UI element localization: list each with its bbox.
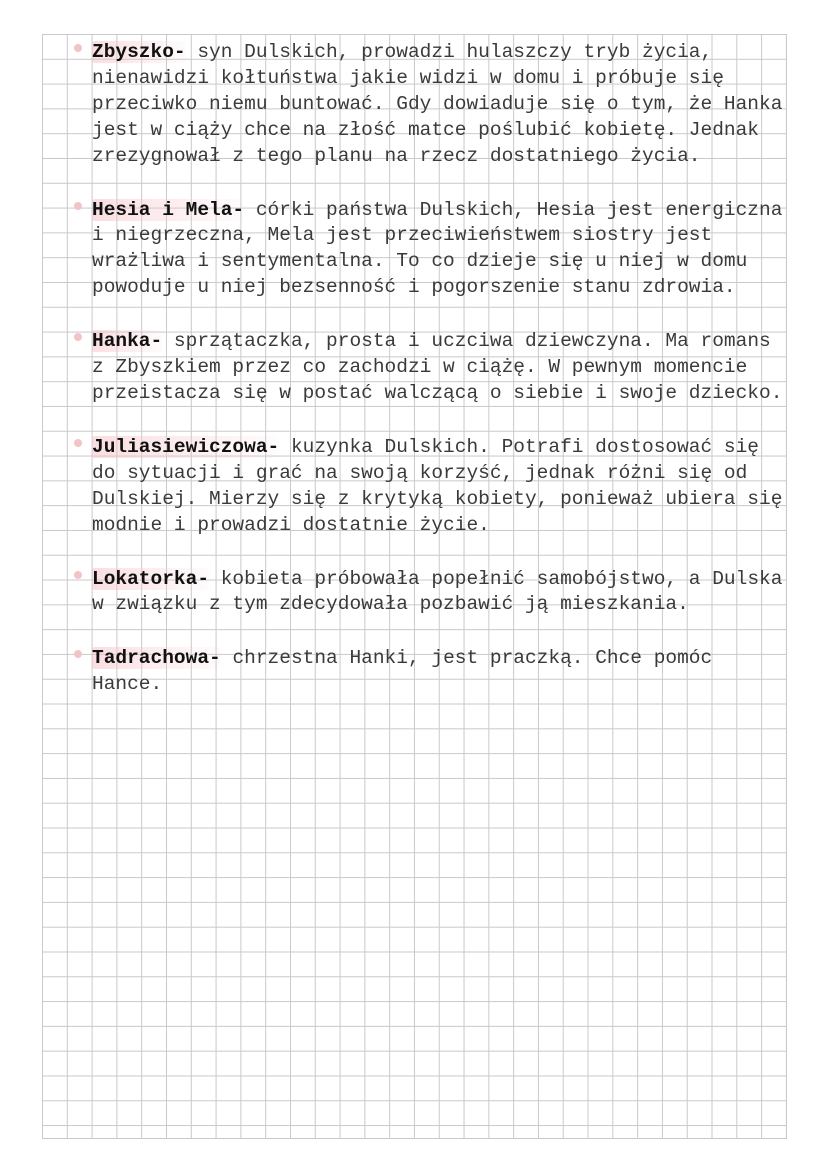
list-item [76, 435, 788, 539]
character-description: syn Dulskich, prowadzi hulaszczy tryb życia, nienawidzi kołtuństwa jakie widzi w domu i próbuje się przeciwko niemu buntować. Gdy dowiaduje się o tym, że Hanka jest w ciąży chce na złość matce poślubić kobietę. Jednak zrezygnował z tego planu na rzecz dostatniego życia. [92, 41, 783, 167]
list-item [76, 40, 788, 170]
character-description: córki państwa Dulskich, Hesia jest energiczna i niegrzeczna, Mela jest przeciwieństwem siostry jest wrażliwa i sentymentalna. To co dzieje się u niej w domu powoduje u niej bezsenność i pogorszenie stanu zdrowia. [92, 198, 783, 299]
bullet-icon [74, 44, 82, 52]
bullet-icon [74, 202, 82, 210]
character-name: Lokatorka- [92, 567, 210, 590]
bullet-icon [74, 439, 82, 447]
character-description: sprzątaczka, prosta i uczciwa dziewczyna. Ma romans z Zbyszkiem przez co zachodzi w ciążę. W pewnym momencie przeistacza się w postać walczącą o siebie i swoje dziecko. [92, 330, 783, 404]
character-description: chrzestna Hanki, jest praczką. Chce pomóc Hance. [92, 647, 713, 696]
list-item [76, 567, 788, 619]
character-name: Zbyszko- [92, 41, 186, 63]
list-item [76, 329, 788, 407]
character-name: Juliasiewiczowa- [92, 435, 280, 458]
character-name: Hesia i Mela- [92, 198, 245, 221]
list-item [76, 198, 788, 302]
character-description: kobieta próbowała popełnić samobójstwo, a Dulska w związku z tym zdecydowała pozbawić ją mieszkania. [92, 567, 783, 616]
character-description: kuzynka Dulskich. Potrafi dostosować się do sytuacji i grać na swoją korzyść, jednak różni się od Dulskiej. Mierzy się z krytyką kobiety, ponieważ ubiera się modnie i prowadzi dostatnie życie. [92, 435, 783, 536]
list-item [76, 646, 788, 698]
bullet-icon [74, 333, 82, 341]
character-name: Hanka- [92, 330, 163, 353]
bullet-icon [74, 571, 82, 579]
bullet-icon [74, 650, 82, 658]
character-list [76, 40, 788, 726]
character-name: Tadrachowa- [92, 647, 221, 670]
